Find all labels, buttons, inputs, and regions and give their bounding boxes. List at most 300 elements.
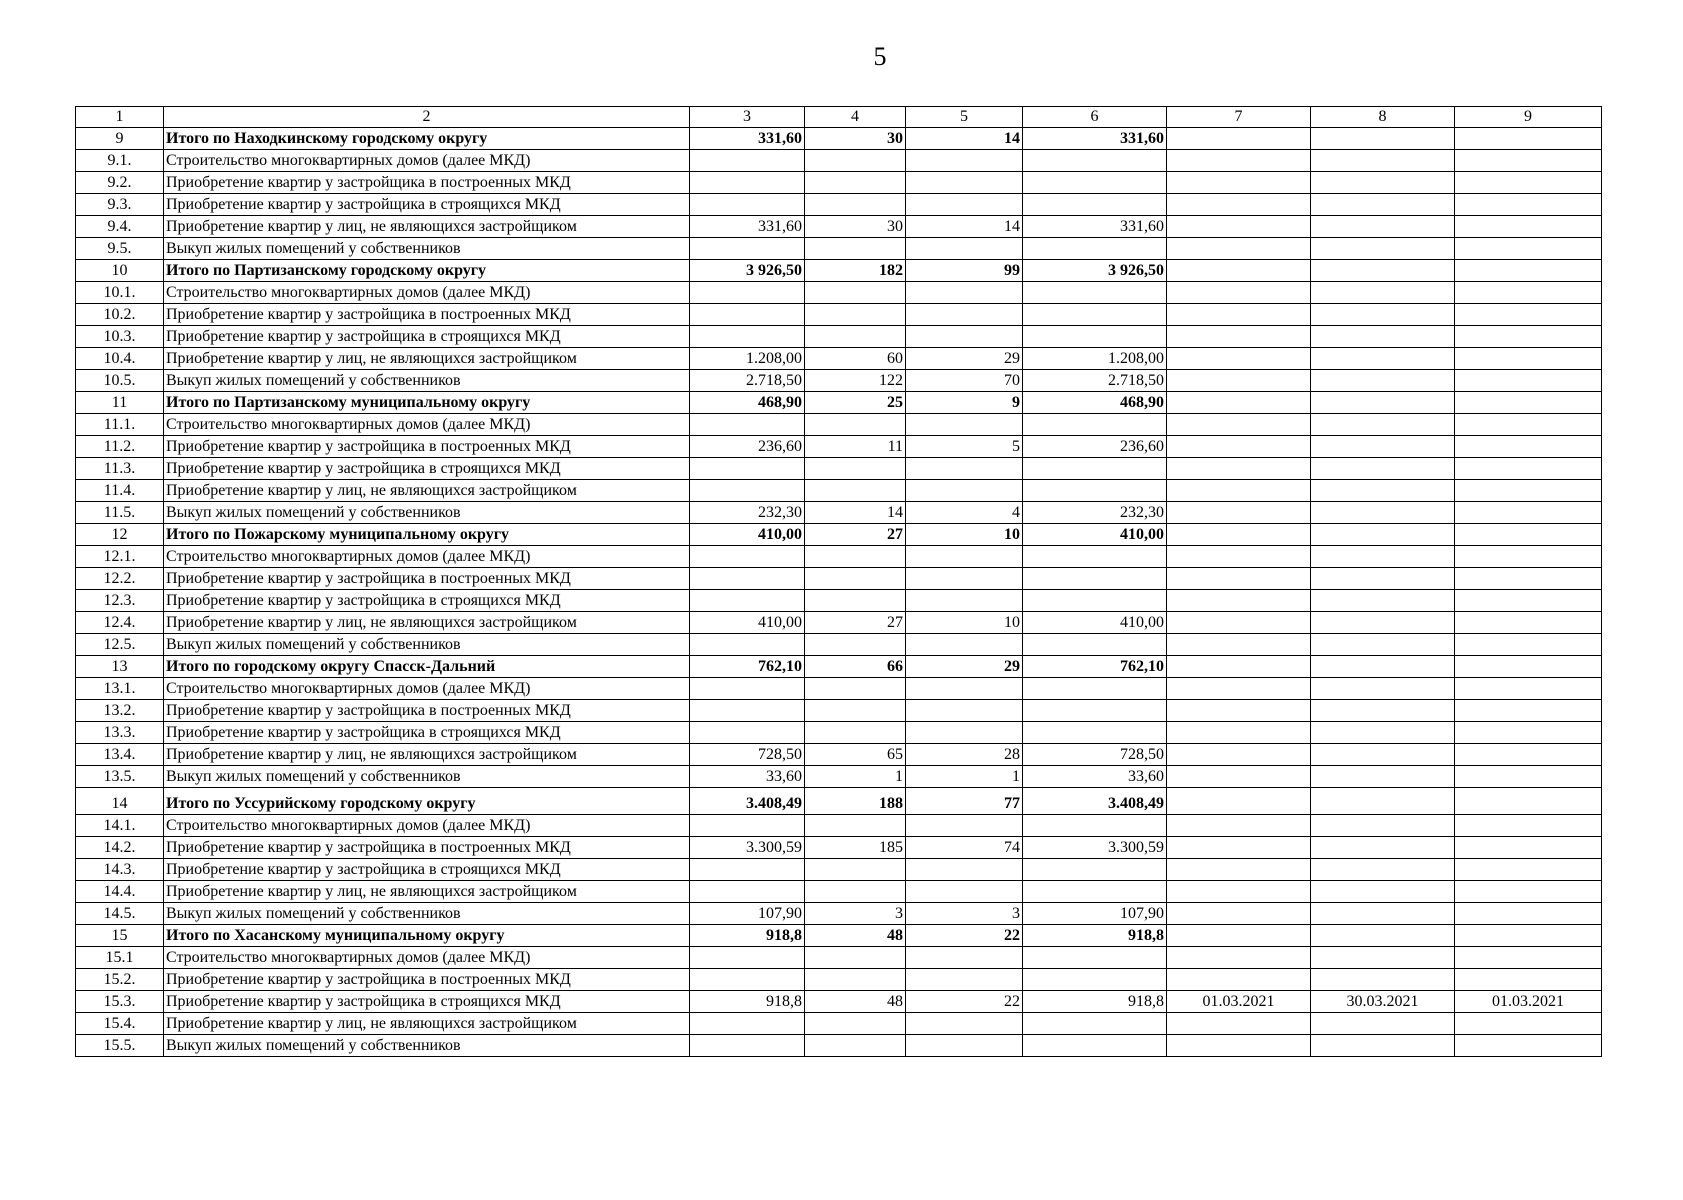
col9-cell (1455, 656, 1602, 678)
col3-cell (690, 568, 805, 590)
table-row (76, 502, 1602, 524)
table-row (76, 480, 1602, 502)
col5-cell (906, 414, 1023, 436)
row-number-cell: 15.3. (76, 991, 164, 1013)
col8-cell (1311, 480, 1455, 502)
col4-cell (805, 458, 906, 480)
row-name-cell: Приобретение квартир у застройщика в строящихся МКД (164, 458, 690, 480)
col4-cell (805, 480, 906, 502)
col7-cell (1167, 744, 1311, 766)
col5-cell: 14 (906, 216, 1023, 238)
col8-cell (1311, 612, 1455, 634)
col7-cell (1167, 216, 1311, 238)
col4-cell: 30 (805, 128, 906, 150)
col7-cell (1167, 969, 1311, 991)
col4-cell: 185 (805, 837, 906, 859)
row-number-cell: 10 (76, 260, 164, 282)
col6-cell (1023, 172, 1167, 194)
col3-cell (690, 172, 805, 194)
col3-cell (690, 859, 805, 881)
col5-cell (906, 1013, 1023, 1035)
col3-cell (690, 678, 805, 700)
col5-cell: 29 (906, 348, 1023, 370)
col8-cell (1311, 766, 1455, 788)
col7-cell (1167, 414, 1311, 436)
col4-cell: 65 (805, 744, 906, 766)
col3-cell (690, 815, 805, 837)
row-name-cell: Приобретение квартир у застройщика в строящихся МКД (164, 326, 690, 348)
col6-cell (1023, 700, 1167, 722)
row-number-cell: 9.2. (76, 172, 164, 194)
col5-cell: 5 (906, 436, 1023, 458)
col3-cell (690, 480, 805, 502)
col8-cell (1311, 436, 1455, 458)
col6-cell (1023, 815, 1167, 837)
row-name-cell: Приобретение квартир у лиц, не являющихся застройщиком (164, 1013, 690, 1035)
row-number-cell: 11.2. (76, 436, 164, 458)
col8-cell (1311, 304, 1455, 326)
col8-cell (1311, 216, 1455, 238)
row-number-cell: 13.2. (76, 700, 164, 722)
col7-cell (1167, 172, 1311, 194)
header-row (76, 107, 1602, 128)
row-number-cell: 15.4. (76, 1013, 164, 1035)
col4-cell: 3 (805, 903, 906, 925)
col5-cell (906, 590, 1023, 612)
col4-cell: 60 (805, 348, 906, 370)
col3-cell: 2.718,50 (690, 370, 805, 392)
table-row (76, 590, 1602, 612)
col3-cell (690, 282, 805, 304)
row-number-cell: 12.4. (76, 612, 164, 634)
col3-cell: 1.208,00 (690, 348, 805, 370)
col6-cell: 3.408,49 (1023, 788, 1167, 815)
col8-cell (1311, 969, 1455, 991)
row-name-cell: Итого по Пожарскому муниципальному округу (164, 524, 690, 546)
col9-cell (1455, 458, 1602, 480)
col7-cell (1167, 766, 1311, 788)
col4-cell (805, 326, 906, 348)
col6-cell (1023, 590, 1167, 612)
col7-cell (1167, 656, 1311, 678)
col4-cell (805, 194, 906, 216)
row-number-cell: 15.1 (76, 947, 164, 969)
table-row (76, 678, 1602, 700)
col9-cell (1455, 1035, 1602, 1057)
col9-cell (1455, 282, 1602, 304)
col9-cell (1455, 1013, 1602, 1035)
col7-cell (1167, 282, 1311, 304)
row-name-cell: Итого по Партизанскому городскому округу (164, 260, 690, 282)
col8-cell (1311, 524, 1455, 546)
col8-cell (1311, 392, 1455, 414)
col9-cell (1455, 304, 1602, 326)
row-name-cell: Строительство многоквартирных домов (далее МКД) (164, 815, 690, 837)
col3-cell: 468,90 (690, 392, 805, 414)
row-name-cell: Приобретение квартир у застройщика в построенных МКД (164, 568, 690, 590)
row-number-cell: 12.2. (76, 568, 164, 590)
table-row (76, 172, 1602, 194)
col3-cell: 3.300,59 (690, 837, 805, 859)
col3-cell (690, 238, 805, 260)
col5-cell (906, 947, 1023, 969)
row-name-cell: Приобретение квартир у лиц, не являющихся застройщиком (164, 881, 690, 903)
row-name-cell: Приобретение квартир у лиц, не являющихся застройщиком (164, 480, 690, 502)
row-name-cell: Итого по Уссурийскому городскому округу (164, 788, 690, 815)
col3-cell: 331,60 (690, 128, 805, 150)
row-name-cell: Выкуп жилых помещений у собственников (164, 634, 690, 656)
total-row (76, 392, 1602, 414)
row-number-cell: 14.2. (76, 837, 164, 859)
col5-cell (906, 568, 1023, 590)
col6-cell: 1.208,00 (1023, 348, 1167, 370)
total-row (76, 925, 1602, 947)
col3-cell: 918,8 (690, 925, 805, 947)
row-number-cell: 9.1. (76, 150, 164, 172)
col9-cell (1455, 700, 1602, 722)
table-row (76, 150, 1602, 172)
col5-cell (906, 458, 1023, 480)
col7-cell (1167, 700, 1311, 722)
col3-cell: 331,60 (690, 216, 805, 238)
col6-cell (1023, 546, 1167, 568)
col4-cell (805, 678, 906, 700)
col4-cell (805, 1013, 906, 1035)
col3-cell: 107,90 (690, 903, 805, 925)
col4-cell: 14 (805, 502, 906, 524)
col3-cell (690, 1035, 805, 1057)
row-number-cell: 10.2. (76, 304, 164, 326)
col4-cell: 1 (805, 766, 906, 788)
col9-cell (1455, 436, 1602, 458)
col5-cell (906, 326, 1023, 348)
col8-cell (1311, 502, 1455, 524)
table-row (76, 947, 1602, 969)
col5-cell (906, 150, 1023, 172)
header-cell: 8 (1311, 107, 1455, 128)
col9-cell (1455, 788, 1602, 815)
col6-cell: 331,60 (1023, 128, 1167, 150)
col5-cell: 74 (906, 837, 1023, 859)
row-number-cell: 10.5. (76, 370, 164, 392)
col6-cell (1023, 678, 1167, 700)
col8-cell (1311, 128, 1455, 150)
row-name-cell: Приобретение квартир у застройщика в строящихся МКД (164, 590, 690, 612)
row-number-cell: 10.3. (76, 326, 164, 348)
col9-cell (1455, 744, 1602, 766)
table-row (76, 859, 1602, 881)
col7-cell (1167, 524, 1311, 546)
col7-cell (1167, 1013, 1311, 1035)
col3-cell: 410,00 (690, 524, 805, 546)
col9-cell (1455, 837, 1602, 859)
col5-cell (906, 282, 1023, 304)
col8-cell (1311, 903, 1455, 925)
row-number-cell: 14.3. (76, 859, 164, 881)
col5-cell (906, 678, 1023, 700)
col6-cell (1023, 150, 1167, 172)
col8-cell (1311, 815, 1455, 837)
table-row (76, 766, 1602, 788)
col8-cell (1311, 348, 1455, 370)
col5-cell (906, 634, 1023, 656)
row-name-cell: Выкуп жилых помещений у собственников (164, 502, 690, 524)
table-row (76, 436, 1602, 458)
row-name-cell: Приобретение квартир у лиц, не являющихся застройщиком (164, 612, 690, 634)
col5-cell (906, 172, 1023, 194)
col3-cell (690, 722, 805, 744)
table-row (76, 370, 1602, 392)
col7-cell (1167, 1035, 1311, 1057)
col7-cell (1167, 859, 1311, 881)
col5-cell (906, 1035, 1023, 1057)
col6-cell: 3.300,59 (1023, 837, 1167, 859)
col9-cell (1455, 370, 1602, 392)
col8-cell (1311, 634, 1455, 656)
col3-cell (690, 546, 805, 568)
row-number-cell: 12.3. (76, 590, 164, 612)
row-number-cell: 9.5. (76, 238, 164, 260)
col4-cell: 27 (805, 524, 906, 546)
col7-cell (1167, 788, 1311, 815)
col7-cell: 01.03.2021 (1167, 991, 1311, 1013)
row-name-cell: Приобретение квартир у застройщика в построенных МКД (164, 700, 690, 722)
table-row (76, 903, 1602, 925)
col9-cell: 01.03.2021 (1455, 991, 1602, 1013)
col9-cell (1455, 172, 1602, 194)
col6-cell: 3 926,50 (1023, 260, 1167, 282)
row-name-cell: Строительство многоквартирных домов (далее МКД) (164, 150, 690, 172)
row-name-cell: Приобретение квартир у застройщика в построенных МКД (164, 172, 690, 194)
col9-cell (1455, 238, 1602, 260)
table-row (76, 881, 1602, 903)
col9-cell (1455, 524, 1602, 546)
col9-cell (1455, 502, 1602, 524)
col9-cell (1455, 392, 1602, 414)
col6-cell (1023, 458, 1167, 480)
col3-cell: 762,10 (690, 656, 805, 678)
row-number-cell: 9.3. (76, 194, 164, 216)
col8-cell (1311, 925, 1455, 947)
row-name-cell: Приобретение квартир у застройщика в строящихся МКД (164, 859, 690, 881)
col5-cell (906, 881, 1023, 903)
col6-cell: 33,60 (1023, 766, 1167, 788)
col3-cell (690, 947, 805, 969)
col7-cell (1167, 590, 1311, 612)
col9-cell (1455, 678, 1602, 700)
table-row (76, 700, 1602, 722)
col9-cell (1455, 128, 1602, 150)
col4-cell (805, 881, 906, 903)
col6-cell (1023, 568, 1167, 590)
table-row (76, 304, 1602, 326)
col5-cell (906, 194, 1023, 216)
col6-cell: 2.718,50 (1023, 370, 1167, 392)
header-cell: 3 (690, 107, 805, 128)
col6-cell: 918,8 (1023, 991, 1167, 1013)
col6-cell (1023, 480, 1167, 502)
col4-cell (805, 815, 906, 837)
row-number-cell: 11.5. (76, 502, 164, 524)
col6-cell: 728,50 (1023, 744, 1167, 766)
col3-cell (690, 414, 805, 436)
table-row (76, 612, 1602, 634)
col3-cell (690, 634, 805, 656)
row-number-cell: 9.4. (76, 216, 164, 238)
col5-cell: 22 (906, 991, 1023, 1013)
row-number-cell: 14.4. (76, 881, 164, 903)
col8-cell (1311, 788, 1455, 815)
col3-cell: 3.408,49 (690, 788, 805, 815)
col4-cell (805, 414, 906, 436)
row-number-cell: 13.5. (76, 766, 164, 788)
table-row (76, 744, 1602, 766)
table-row (76, 458, 1602, 480)
col9-cell (1455, 881, 1602, 903)
total-row (76, 656, 1602, 678)
row-name-cell: Приобретение квартир у застройщика в построенных МКД (164, 304, 690, 326)
table-row (76, 414, 1602, 436)
header-cell: 4 (805, 107, 906, 128)
col9-cell (1455, 859, 1602, 881)
col7-cell (1167, 903, 1311, 925)
col4-cell (805, 150, 906, 172)
page-number: 5 (873, 42, 887, 71)
col7-cell (1167, 502, 1311, 524)
col6-cell: 236,60 (1023, 436, 1167, 458)
col6-cell: 107,90 (1023, 903, 1167, 925)
total-row (76, 260, 1602, 282)
col6-cell (1023, 326, 1167, 348)
row-number-cell: 11.3. (76, 458, 164, 480)
col8-cell (1311, 546, 1455, 568)
col7-cell (1167, 546, 1311, 568)
col7-cell (1167, 837, 1311, 859)
col6-cell (1023, 282, 1167, 304)
col4-cell: 48 (805, 991, 906, 1013)
col6-cell: 232,30 (1023, 502, 1167, 524)
row-name-cell: Выкуп жилых помещений у собственников (164, 903, 690, 925)
col7-cell (1167, 392, 1311, 414)
total-row (76, 524, 1602, 546)
col8-cell (1311, 260, 1455, 282)
col8-cell (1311, 282, 1455, 304)
col8-cell (1311, 458, 1455, 480)
col9-cell (1455, 568, 1602, 590)
col3-cell: 918,8 (690, 991, 805, 1013)
row-name-cell: Строительство многоквартирных домов (далее МКД) (164, 947, 690, 969)
row-number-cell: 11 (76, 392, 164, 414)
col4-cell (805, 172, 906, 194)
row-number-cell: 13 (76, 656, 164, 678)
col5-cell (906, 969, 1023, 991)
col3-cell: 236,60 (690, 436, 805, 458)
col9-cell (1455, 947, 1602, 969)
col5-cell (906, 546, 1023, 568)
col7-cell (1167, 128, 1311, 150)
row-name-cell: Выкуп жилых помещений у собственников (164, 370, 690, 392)
col7-cell (1167, 194, 1311, 216)
table-row (76, 969, 1602, 991)
row-number-cell: 14.1. (76, 815, 164, 837)
row-number-cell: 10.4. (76, 348, 164, 370)
col5-cell: 77 (906, 788, 1023, 815)
table-row (76, 722, 1602, 744)
col3-cell (690, 590, 805, 612)
col9-cell (1455, 194, 1602, 216)
col3-cell: 232,30 (690, 502, 805, 524)
col9-cell (1455, 590, 1602, 612)
row-number-cell: 12.1. (76, 546, 164, 568)
col9-cell (1455, 722, 1602, 744)
row-number-cell: 15.5. (76, 1035, 164, 1057)
col7-cell (1167, 634, 1311, 656)
col8-cell (1311, 568, 1455, 590)
row-number-cell: 11.4. (76, 480, 164, 502)
col7-cell (1167, 150, 1311, 172)
col9-cell (1455, 150, 1602, 172)
col5-cell (906, 480, 1023, 502)
col7-cell (1167, 722, 1311, 744)
col7-cell (1167, 260, 1311, 282)
table-row (76, 348, 1602, 370)
col8-cell (1311, 1013, 1455, 1035)
header-cell: 2 (164, 107, 690, 128)
row-number-cell: 9 (76, 128, 164, 150)
header-cell: 9 (1455, 107, 1602, 128)
col9-cell (1455, 326, 1602, 348)
row-number-cell: 12.5. (76, 634, 164, 656)
col8-cell (1311, 150, 1455, 172)
row-name-cell: Приобретение квартир у застройщика в строящихся МКД (164, 722, 690, 744)
col7-cell (1167, 612, 1311, 634)
table-row (76, 1013, 1602, 1035)
col5-cell (906, 304, 1023, 326)
col7-cell (1167, 881, 1311, 903)
col5-cell (906, 238, 1023, 260)
col6-cell: 762,10 (1023, 656, 1167, 678)
col7-cell (1167, 458, 1311, 480)
col5-cell (906, 722, 1023, 744)
row-name-cell: Строительство многоквартирных домов (далее МКД) (164, 282, 690, 304)
col4-cell: 27 (805, 612, 906, 634)
col7-cell (1167, 480, 1311, 502)
col9-cell (1455, 925, 1602, 947)
col6-cell (1023, 859, 1167, 881)
col3-cell (690, 194, 805, 216)
col6-cell (1023, 1035, 1167, 1057)
row-name-cell: Выкуп жилых помещений у собственников (164, 766, 690, 788)
row-name-cell: Строительство многоквартирных домов (далее МКД) (164, 414, 690, 436)
col6-cell (1023, 304, 1167, 326)
col7-cell (1167, 568, 1311, 590)
col3-cell (690, 150, 805, 172)
col7-cell (1167, 436, 1311, 458)
col4-cell: 25 (805, 392, 906, 414)
table-row (76, 238, 1602, 260)
col6-cell: 918,8 (1023, 925, 1167, 947)
row-name-cell: Строительство многоквартирных домов (далее МКД) (164, 678, 690, 700)
col4-cell (805, 568, 906, 590)
col4-cell (805, 700, 906, 722)
col7-cell (1167, 326, 1311, 348)
table-row (76, 216, 1602, 238)
col8-cell (1311, 656, 1455, 678)
col4-cell: 122 (805, 370, 906, 392)
table-row (76, 991, 1602, 1013)
col4-cell: 66 (805, 656, 906, 678)
col6-cell (1023, 1013, 1167, 1035)
